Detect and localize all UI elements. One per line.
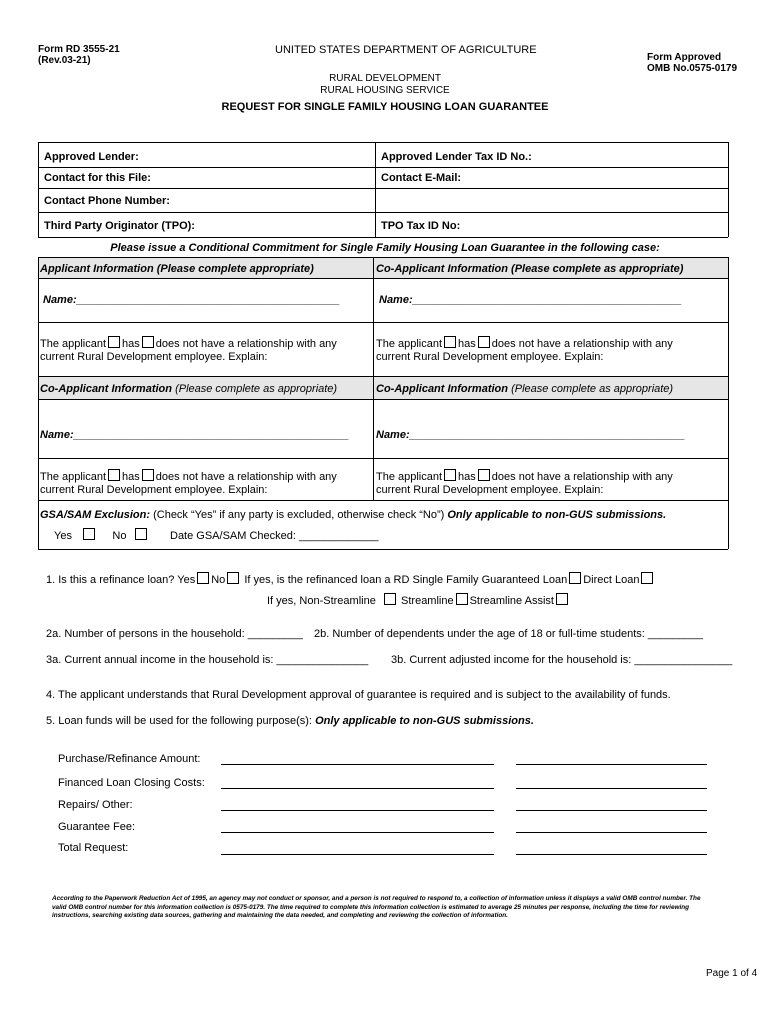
applicant-name-field[interactable]: Name:___________________________________________ (43, 294, 340, 306)
streamline-checkbox[interactable] (456, 593, 468, 605)
page-title: REQUEST FOR SINGLE FAMILY HOUSING LOAN GUARANTEE (221, 101, 549, 113)
applicant-info-header: Applicant Information (Please complete appropriate) (40, 263, 314, 275)
tpo-label: Third Party Originator (TPO): (44, 220, 195, 232)
does-not-checkbox[interactable] (478, 469, 490, 481)
purpose-4-label: Guarantee Fee: (58, 821, 136, 833)
coapplicant-info-header-2: Co-Applicant Information (Please complete as appropriate) (40, 383, 338, 395)
refinance-yes-checkbox[interactable] (197, 572, 209, 584)
contact-email-label: Contact E-Mail: (381, 172, 462, 184)
gsa-yes-no: Yes No Date GSA/SAM Checked: _____________ (54, 530, 379, 542)
agency-name: UNITED STATES DEPARTMENT OF AGRICULTURE (275, 44, 537, 56)
coapplicant-relationship-3: The applicant has does not have a relationship with any current Rural Development employee. Explain: (376, 471, 673, 496)
tpo-tax-id-label: TPO Tax ID No: (381, 220, 461, 232)
does-not-checkbox[interactable] (142, 336, 154, 348)
refinance-no-checkbox[interactable] (227, 572, 239, 584)
repairs-line[interactable] (221, 810, 494, 811)
gsa-yes-checkbox[interactable] (83, 528, 95, 540)
contact-file-label: Contact for this File: (44, 172, 151, 184)
coapplicant-relationship-2: The applicant has does not have a relationship with any current Rural Development employee. Explain: (40, 471, 337, 496)
coapplicant-info-header-1: Co-Applicant Information (Please complete as appropriate) (376, 263, 684, 275)
total-request-line[interactable] (221, 854, 494, 855)
purpose-3-label: Repairs/ Other: (58, 799, 133, 811)
total-request-line-2[interactable] (516, 854, 707, 855)
applicant-relationship: The applicant has does not have a relationship with any current Rural Development employee. Explain: (40, 338, 337, 363)
question-3a[interactable]: 3a. Current annual income in the household is: _______________ (46, 654, 369, 666)
does-not-checkbox[interactable] (142, 469, 154, 481)
contact-phone-label: Contact Phone Number: (44, 195, 170, 207)
coapplicant-relationship-1: The applicant has does not have a relationship with any current Rural Development employee. Explain: (376, 338, 673, 363)
has-checkbox[interactable] (444, 336, 456, 348)
guarantee-fee-line[interactable] (221, 832, 494, 833)
closing-costs-line[interactable] (221, 788, 494, 789)
coapplicant-name-field-1[interactable]: Name:____________________________________________ (379, 294, 682, 306)
rd-guaranteed-checkbox[interactable] (569, 572, 581, 584)
gsa-date-field[interactable]: _____________ (299, 530, 379, 542)
has-checkbox[interactable] (108, 469, 120, 481)
agency-sub: RURAL DEVELOPMENT RURAL HOUSING SERVICE (320, 73, 450, 96)
purpose-amount-line-2[interactable] (516, 764, 707, 765)
purpose-2-label: Financed Loan Closing Costs: (58, 777, 205, 789)
form-number: Form RD 3555-21 (Rev.03-21) (38, 44, 120, 66)
paperwork-notice: According to the Paperwork Reduction Act of 1995, an agency may not conduct or sponsor, and a person is not required to respond to, a collection of information unless it displays a valid OMB control number. The valid OMB control number for this information collection is 0575-0179. The time required to complete this information collection is estimated to average 25 minutes per response, including the time for reviewing instructions, searching existing data sources, gathering and maintaining the data needed, and completing and reviewing the collection of information. (52, 895, 701, 919)
has-checkbox[interactable] (444, 469, 456, 481)
question-3b[interactable]: 3b. Current adjusted income for the household is: ________________ (391, 654, 733, 666)
streamline-assist-checkbox[interactable] (556, 593, 568, 605)
question-1: 1. Is this a refinance loan? Yes No If yes, is the refinanced loan a RD Single Family Guaranteed Loan Direct Loan (46, 572, 655, 586)
coapplicant-info-header-3: Co-Applicant Information (Please complete as appropriate) (376, 383, 674, 395)
gsa-exclusion: GSA/SAM Exclusion: (Check “Yes” if any party is excluded, otherwise check “No”) Only applicable to non-GUS submissions. (40, 509, 667, 521)
coapplicant-name-field-3[interactable]: Name:_____________________________________________ (376, 429, 685, 441)
coapplicant-name-field-2[interactable]: Name:_____________________________________________ (40, 429, 349, 441)
repairs-line-2[interactable] (516, 810, 707, 811)
question-5: 5. Loan funds will be used for the following purpose(s): Only applicable to non-GUS submissions. (46, 715, 534, 727)
does-not-checkbox[interactable] (478, 336, 490, 348)
gsa-no-checkbox[interactable] (135, 528, 147, 540)
question-2b[interactable]: 2b. Number of dependents under the age of 18 or full-time students: _________ (314, 628, 703, 640)
approved-lender-label: Approved Lender: (44, 151, 139, 163)
question-1-streamline: If yes, Non-Streamline Streamline Streamline Assist (267, 593, 570, 607)
has-checkbox[interactable] (108, 336, 120, 348)
guarantee-fee-line-2[interactable] (516, 832, 707, 833)
omb-info: Form Approved OMB No.0575-0179 (647, 52, 738, 74)
closing-costs-line-2[interactable] (516, 788, 707, 789)
instruction-text: Please issue a Conditional Commitment for Single Family Housing Loan Guarantee in the following case: (110, 242, 660, 254)
lender-tax-id-label: Approved Lender Tax ID No.: (381, 151, 532, 163)
purpose-1-label: Purchase/Refinance Amount: (58, 753, 201, 765)
purpose-5-label: Total Request: (58, 842, 129, 854)
question-2a[interactable]: 2a. Number of persons in the household: _________ (46, 628, 303, 640)
non-streamline-checkbox[interactable] (384, 593, 396, 605)
page-number: Page 1 of 4 (706, 968, 758, 979)
direct-loan-checkbox[interactable] (641, 572, 653, 584)
purpose-amount-line[interactable] (221, 764, 494, 765)
question-4: 4. The applicant understands that Rural Development approval of guarantee is required and is subject to the availability of funds. (46, 689, 671, 701)
